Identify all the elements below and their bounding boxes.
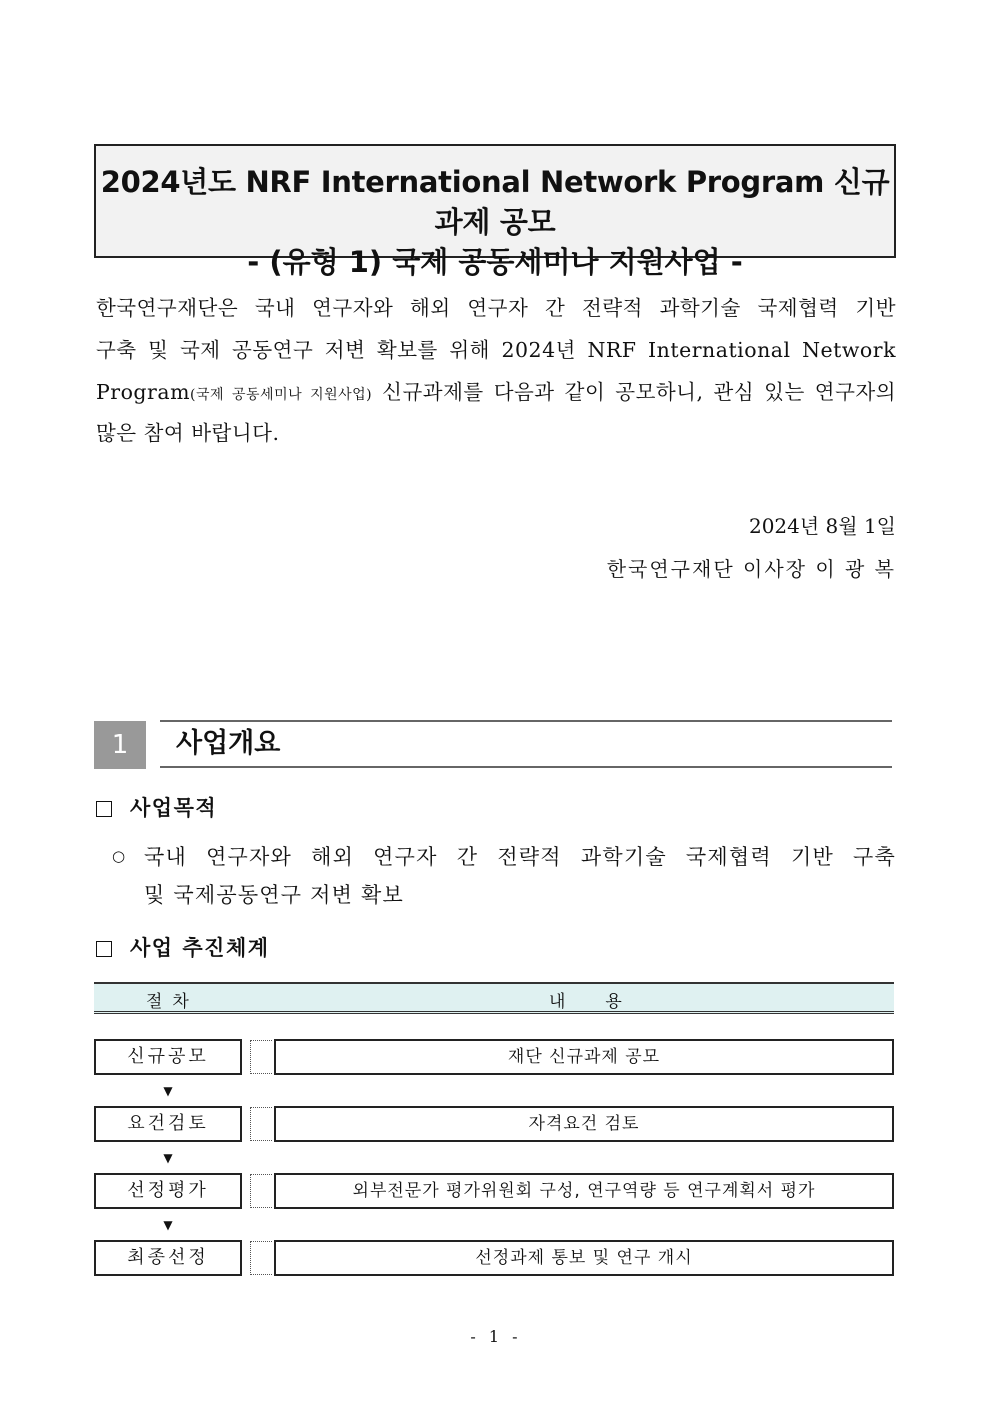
intro-line-4: 많은 참여 바랍니다. — [96, 421, 280, 445]
purpose-heading: 사업목적 — [130, 795, 218, 820]
step-connector — [250, 1174, 272, 1208]
step-label: 요건검토 — [94, 1106, 242, 1142]
process-table-header — [94, 982, 894, 1014]
intro-line-3-rest: 신규과제를 다음과 같이 공모하니, 관심 있는 연구자의 — [372, 380, 896, 404]
title-box — [94, 144, 896, 279]
down-arrow-icon: ▼ — [163, 1218, 173, 1232]
purpose-line-2: 및 국제공동연구 저변 확보 — [144, 883, 404, 907]
title-line-2: - (유형 1) 국제 공동세미나 지원사업 - — [247, 245, 743, 279]
down-arrow-icon: ▼ — [163, 1151, 173, 1165]
intro-line-1: 한국연구재단은 국내 연구자와 해외 연구자 간 전략적 과학기술 국제협력 기반 — [96, 296, 896, 320]
bullet-circle-icon: ○ — [112, 847, 126, 865]
section-title-bar — [160, 720, 892, 768]
intro-line-3 — [96, 372, 896, 417]
step-label: 선정평가 — [94, 1173, 242, 1209]
page-number: - 1 - — [470, 1327, 522, 1346]
header-step: 절차 — [146, 992, 199, 1012]
intro-program-note: (국제 공동세미나 지원사업) — [190, 387, 373, 403]
header-content: 내용 — [549, 992, 662, 1012]
intro-program-word: Program — [96, 380, 191, 404]
step-label: 신규공모 — [94, 1039, 242, 1075]
section-number: 1 — [94, 721, 146, 769]
step-connector — [250, 1241, 272, 1275]
checkbox-square-icon — [96, 801, 112, 817]
checkbox-square-icon — [96, 941, 112, 957]
step-description: 재단 신규과제 공모 — [274, 1039, 894, 1075]
step-description: 자격요건 검토 — [274, 1106, 894, 1142]
announcement-date: 2024년 8월 1일 — [748, 514, 896, 538]
title-line-1: 2024년도 NRF International Network Program 신규과제 공모 — [100, 165, 890, 239]
step-description: 외부전문가 평가위원회 구성, 연구역량 등 연구계획서 평가 — [274, 1173, 894, 1209]
down-arrow-icon: ▼ — [163, 1084, 173, 1098]
step-connector — [250, 1040, 272, 1074]
system-heading: 사업 추진체계 — [130, 935, 270, 960]
step-label: 최종선정 — [94, 1240, 242, 1276]
step-connector — [250, 1107, 272, 1141]
signer: 한국연구재단 이사장 이 광 복 — [606, 557, 896, 581]
step-description: 선정과제 통보 및 연구 개시 — [274, 1240, 894, 1276]
intro-line-2: 구축 및 국제 공동연구 저변 확보를 위해 2024년 NRF International Network — [96, 338, 896, 362]
purpose-line-1: 국내 연구자와 해외 연구자 간 전략적 과학기술 국제협력 기반 구축 — [144, 845, 896, 869]
section-title: 사업개요 — [176, 728, 281, 759]
